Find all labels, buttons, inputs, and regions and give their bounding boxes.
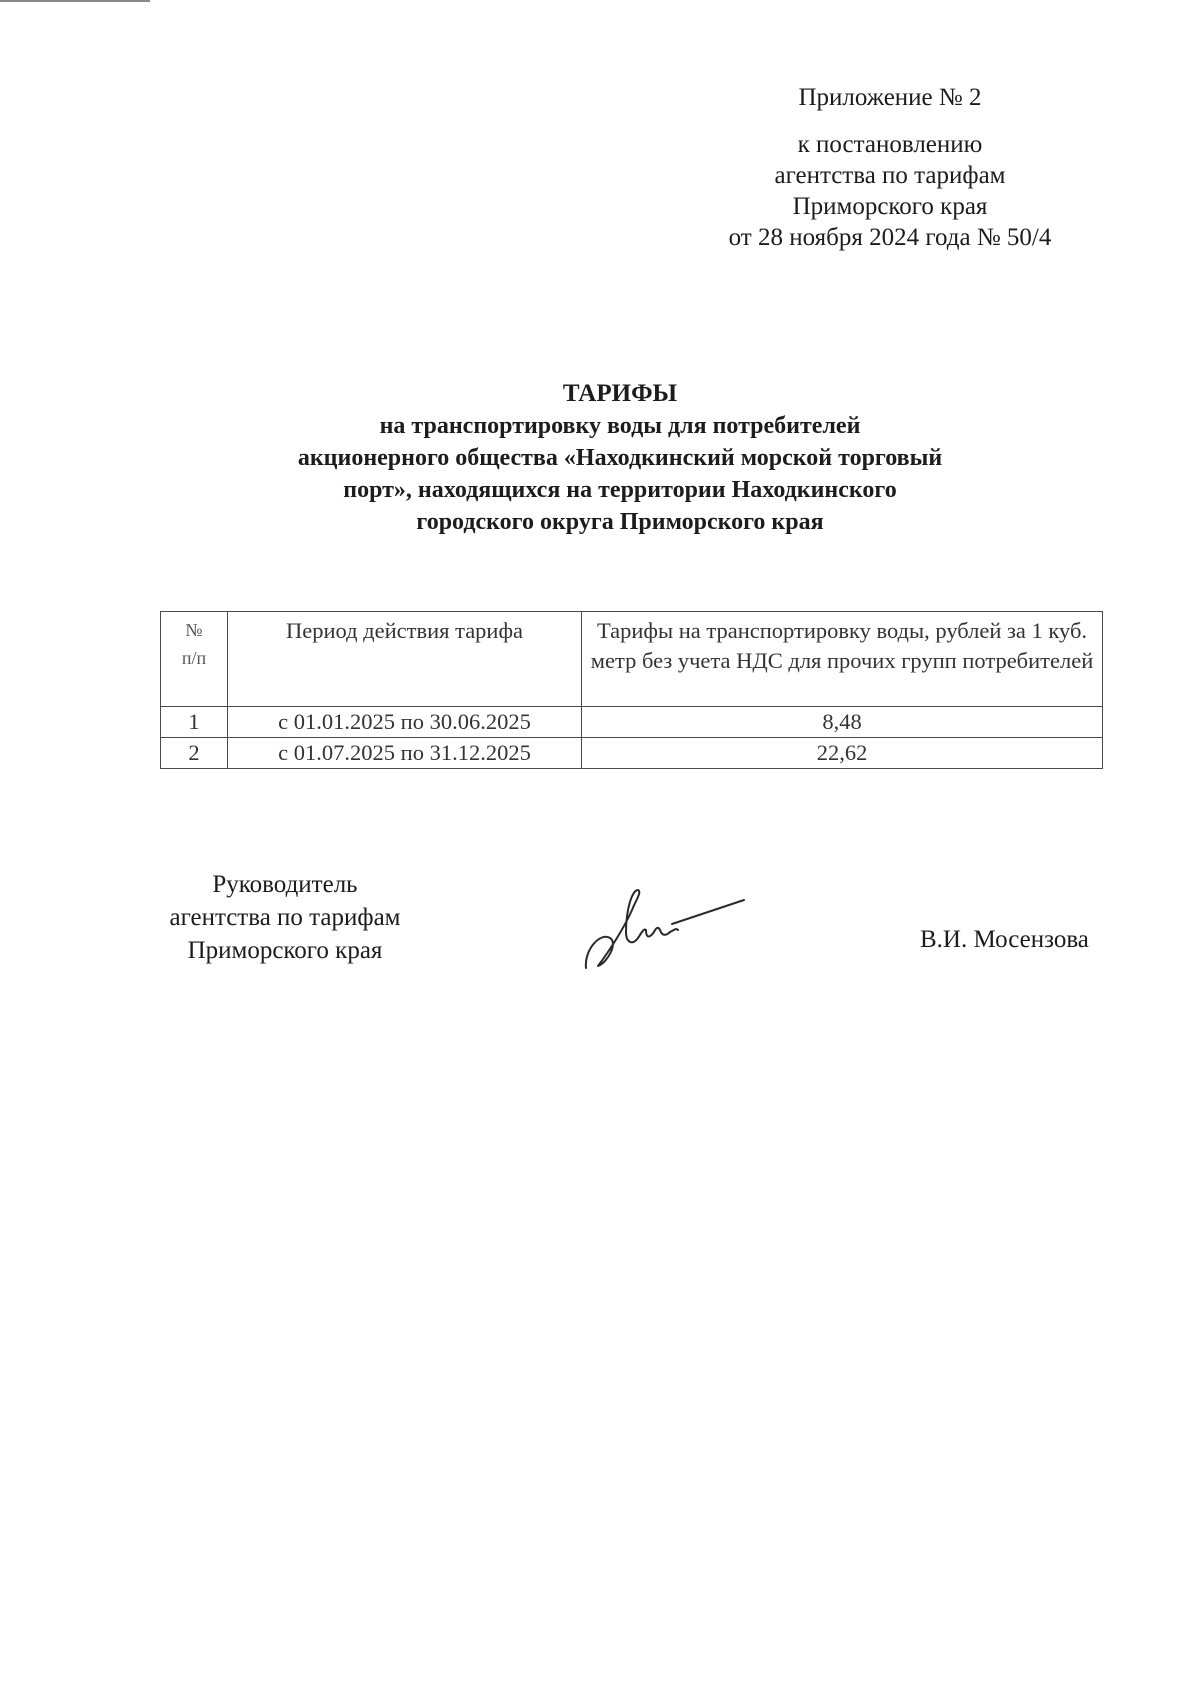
scan-edge-mark [0,0,150,2]
header-num [161,612,228,707]
decree-line: Приморского края [792,193,988,220]
document-title [200,378,1040,538]
title-main: ТАРИФЫ [562,380,678,407]
position-line: Руководитель [212,871,358,898]
title-line: порт», находящихся на территории Находкинского [343,477,897,503]
row-tariff: 8,48 [582,707,1103,738]
appendix-title: Приложение № 2 [798,84,982,111]
title-line: на транспортировку воды для потребителей [379,413,861,439]
title-line: городского округа Приморского края [416,509,824,535]
header-period: Период действия тарифа [228,612,582,707]
table-row [161,738,1103,769]
decree-line: к постановлению [797,131,983,158]
row-num: 1 [161,707,228,738]
position-line: агентства по тарифам [169,904,401,931]
handwritten-signature [580,880,750,980]
tariff-table [160,611,1103,769]
appendix-header [700,82,1080,253]
row-period: с 01.07.2025 по 31.12.2025 [228,738,582,769]
decree-date-line: от 28 ноября 2024 года № 50/4 [728,224,1052,251]
table-row [161,707,1103,738]
signatory-name: В.И. Мосензова [920,926,1089,953]
header-tariff: Тарифы на транспортировку воды, рублей за 1 куб. метр без учета НДС для прочих групп потребителей [582,612,1103,707]
position-line: Приморского края [187,937,383,964]
row-tariff: 22,62 [582,738,1103,769]
decree-reference [700,129,1080,253]
row-period: с 01.01.2025 по 30.06.2025 [228,707,582,738]
table-header-row [161,612,1103,707]
row-num: 2 [161,738,228,769]
signatory-position [140,868,430,967]
title-line: акционерного общества «Находкинский морской торговый [297,445,943,471]
decree-line: агентства по тарифам [774,162,1006,189]
header-num-sign: № [185,620,203,640]
header-num-abbr: п/п [181,648,207,668]
